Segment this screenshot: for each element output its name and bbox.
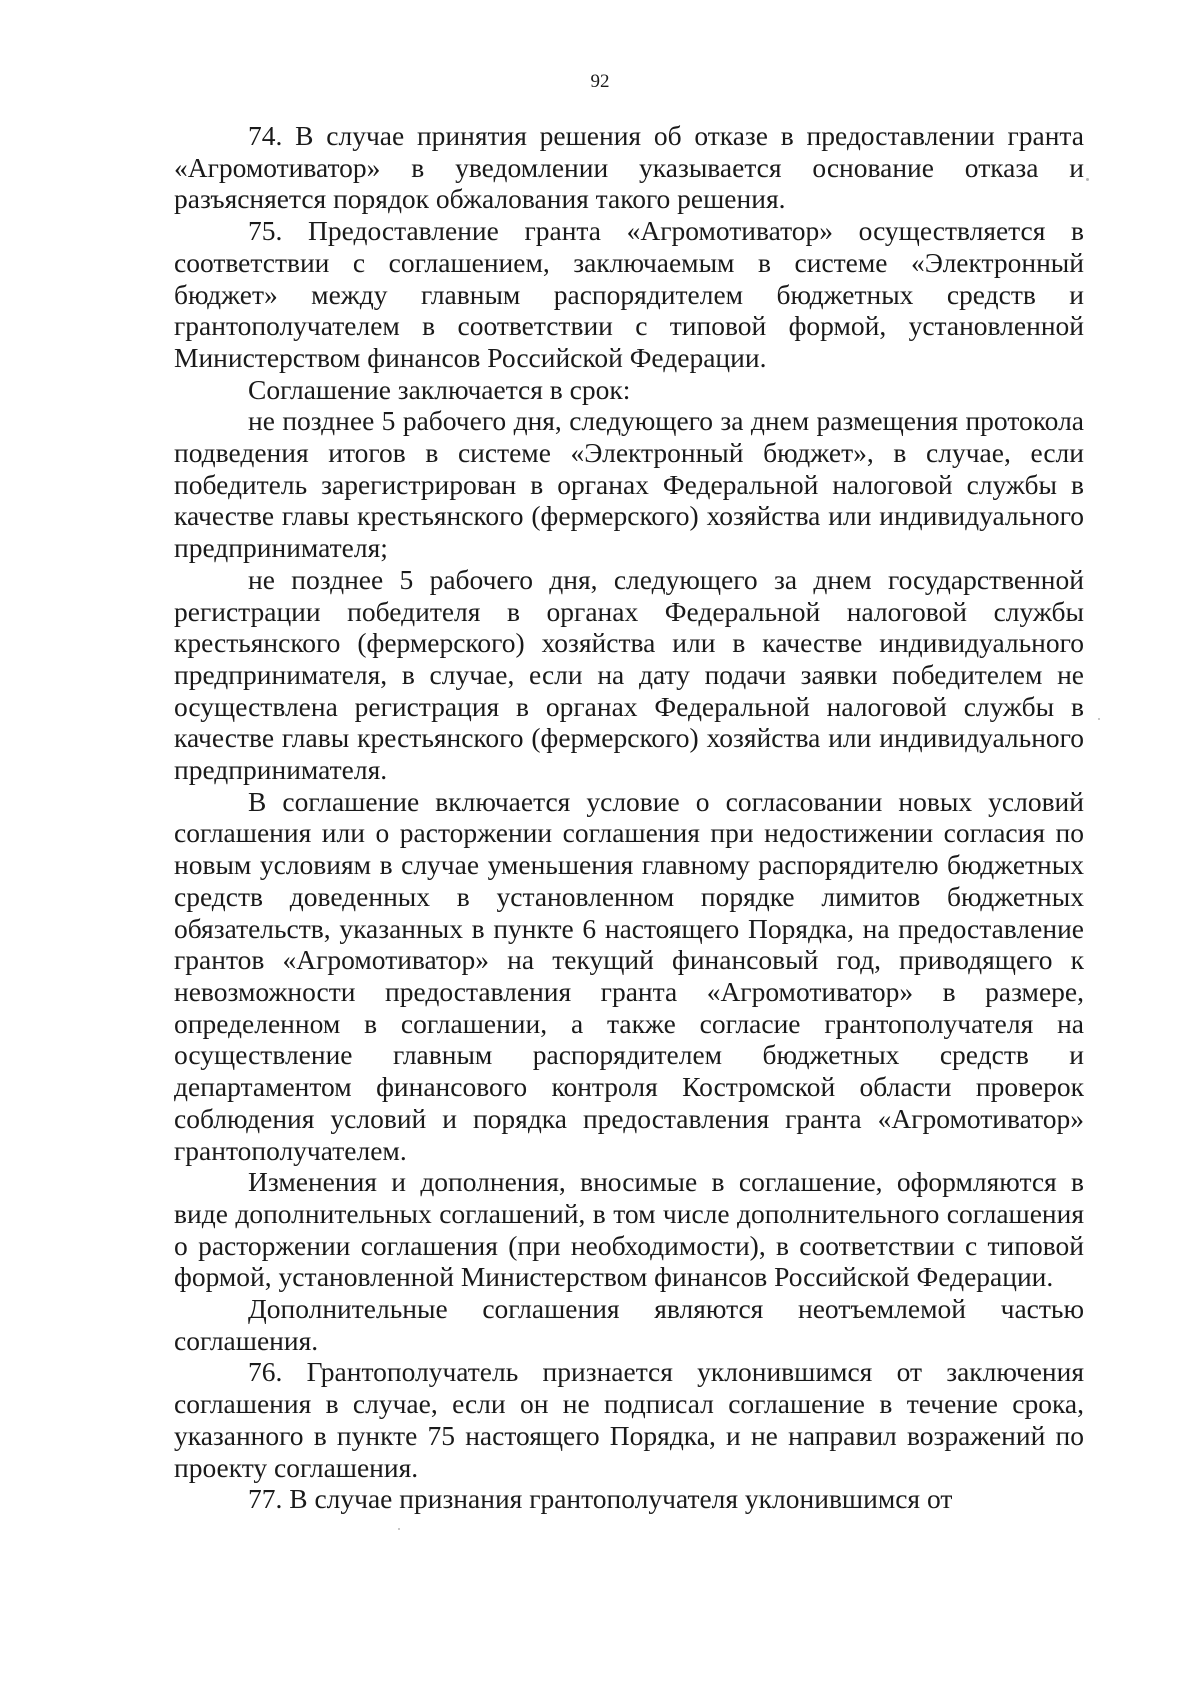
paragraph-additional-agreements: Дополнительные соглашения являются неотъемлемой частью соглашения. xyxy=(174,1293,1084,1356)
document-body xyxy=(174,120,1084,1515)
paragraph-agreement-conditions: В соглашение включается условие о согласовании новых условий соглашения или о расторжении соглашения при недостижении согласия по новым условиям в случае уменьшения главному распорядителю бюджетных средств доведенных в установленном порядке лимитов бюджетных обязательств, указанных в пункте 6 настоящего Порядка, на предоставление грантов «Агромотиватор» на текущий финансовый год, приводящего к невозможности предоставления гранта «Агромотиватор» в размере, определенном в соглашении, а также согласие грантополучателя на осуществление главным распорядителем бюджетных средств и департаментом финансового контроля Костромской области проверок соблюдения условий и порядка предоставления гранта «Агромотиватор» грантополучателем. xyxy=(174,785,1084,1166)
paragraph-77: 77. В случае признания грантополучателя уклонившимся от xyxy=(248,1483,953,1515)
page-number: 92 xyxy=(590,71,610,92)
paragraph-agreement-amendments: Изменения и дополнения, вносимые в соглашение, оформляются в виде дополнительных соглашений, в том числе дополнительного соглашения о расторжении соглашения (при необходимости), в соответствии с типовой формой, установленной Министерством финансов Российской Федерации. xyxy=(174,1166,1084,1293)
paragraph-76: 76. Грантополучатель признается уклонившимся от заключения соглашения в случае, если он не подписал соглашение в течение срока, указанного в пункте 75 настоящего Порядка, и не направил возражений по проекту соглашения. xyxy=(174,1356,1084,1483)
scan-speck xyxy=(1086,178,1089,181)
paragraph-term-unregistered-winner: не позднее 5 рабочего дня, следующего за днем государственной регистрации победителя в органах Федеральной налоговой службы крестьянского (фермерского) хозяйства или в качестве индивидуального предпринимателя, в случае, если на дату подачи заявки победителем не осуществлена регистрация в органах Федеральной налоговой службы в качестве главы крестьянского (фермерского) хозяйства или индивидуального предпринимателя. xyxy=(174,563,1084,786)
paragraph-term-registered-winner: не позднее 5 рабочего дня, следующего за днем размещения протокола подведения итогов в системе «Электронный бюджет», в случае, если победитель зарегистрирован в органах Федеральной налоговой службы в качестве главы крестьянского (фермерского) хозяйства или индивидуального предпринимателя; xyxy=(174,405,1084,564)
scan-speck xyxy=(398,1528,400,1530)
paragraph-74: 74. В случае принятия решения об отказе в предоставлении гранта «Агромотиватор» в уведомлении указывается основание отказа и разъясняется порядок обжалования такого решения. xyxy=(174,120,1084,215)
paragraph-75: 75. Предоставление гранта «Агромотиватор» осуществляется в соответствии с соглашением, заключаемым в системе «Электронный бюджет» между главным распорядителем бюджетных средств и грантополучателем в соответствии с типовой формой, установленной Министерством финансов Российской Федерации. xyxy=(174,215,1084,373)
scan-speck xyxy=(1098,718,1100,720)
paragraph-agreement-term: Соглашение заключается в срок: xyxy=(248,373,631,405)
